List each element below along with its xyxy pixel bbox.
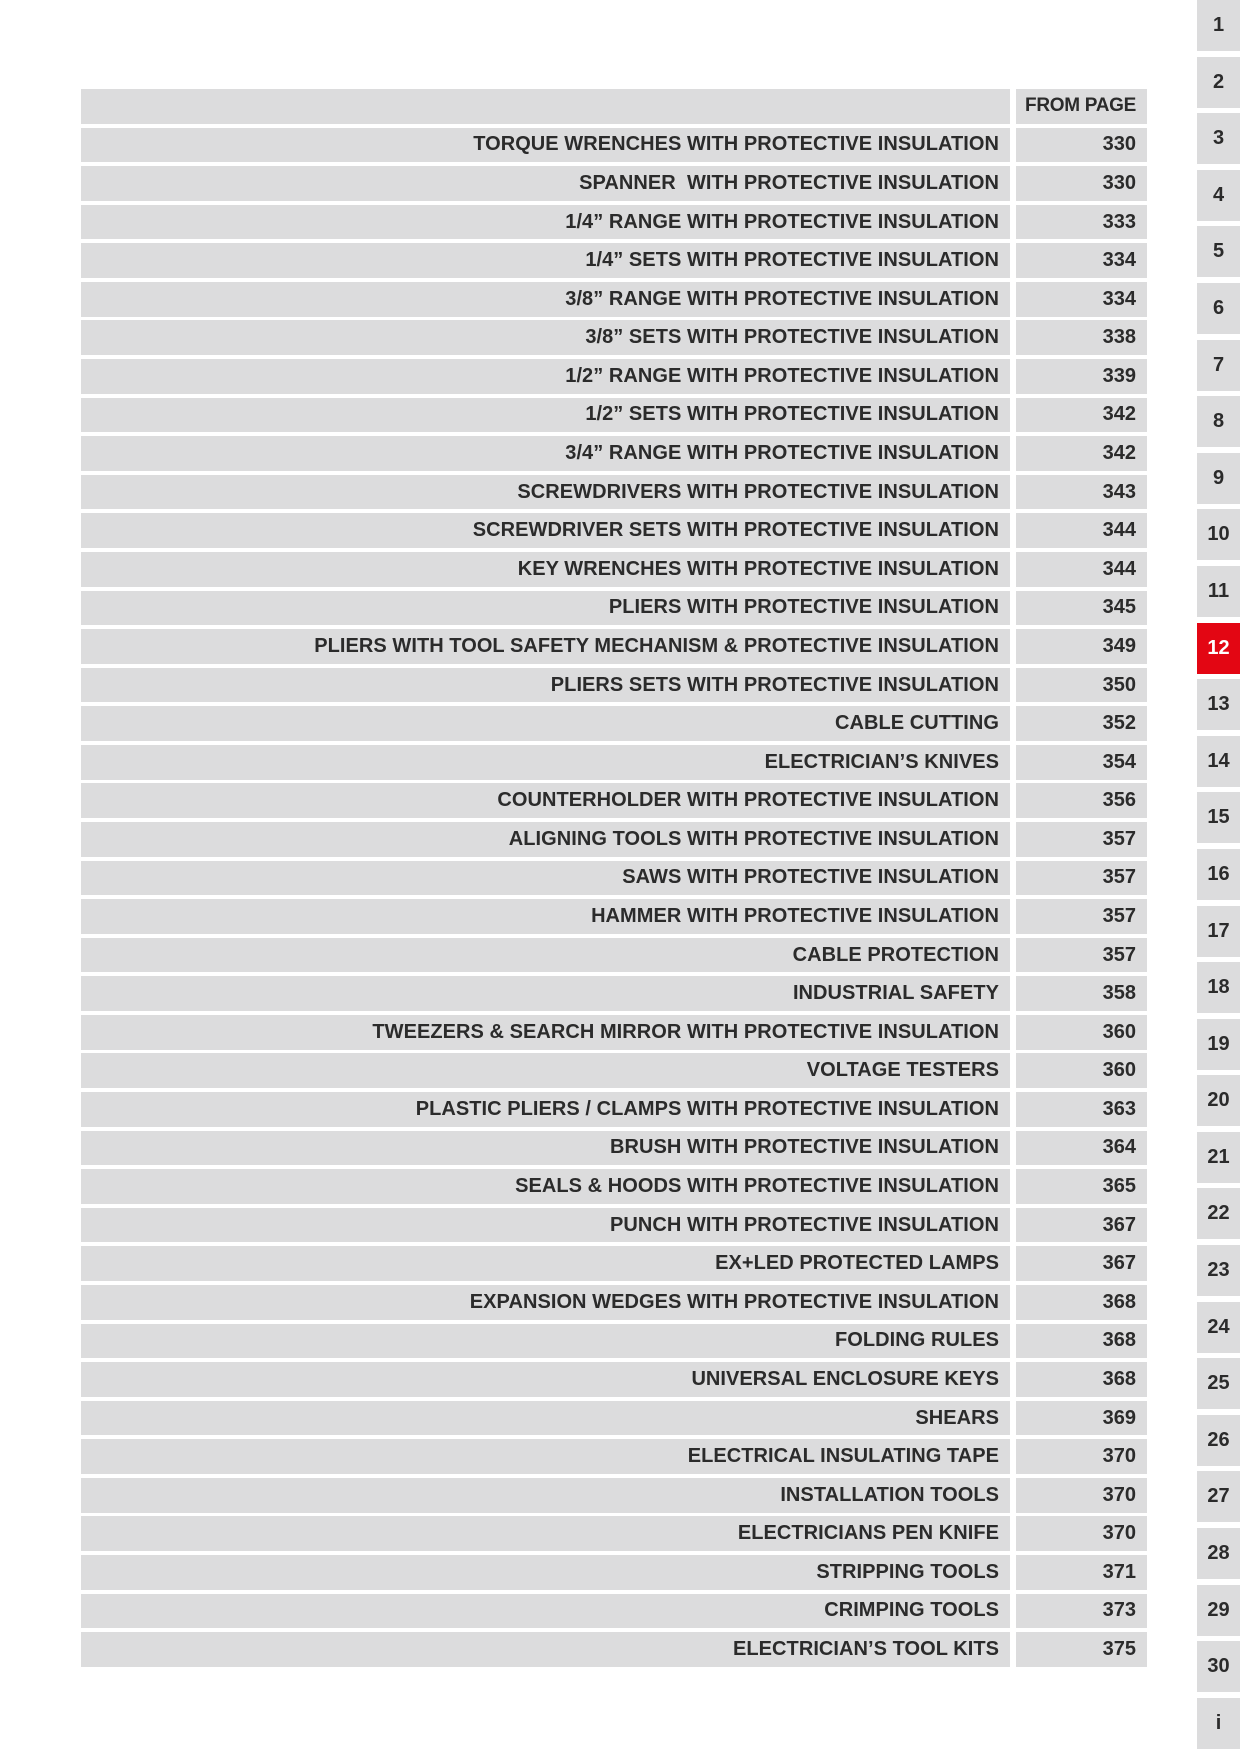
chapter-tab-12[interactable]: 12 — [1197, 623, 1240, 674]
toc-entry-title[interactable]: ELECTRICIANS PEN KNIFE — [81, 1516, 1010, 1551]
toc-entry-page[interactable]: 370 — [1016, 1439, 1147, 1474]
toc-header-row — [81, 89, 1147, 124]
toc-entry-title[interactable]: VOLTAGE TESTERS — [81, 1053, 1010, 1088]
toc-entry-title[interactable]: TORQUE WRENCHES WITH PROTECTIVE INSULATION — [81, 128, 1010, 163]
toc-row[interactable] — [81, 282, 1147, 317]
toc-row[interactable] — [81, 1594, 1147, 1629]
chapter-tab-i[interactable]: i — [1197, 1698, 1240, 1749]
toc-entry-title[interactable]: CABLE PROTECTION — [81, 938, 1010, 973]
toc-entry-page[interactable]: 357 — [1016, 822, 1147, 857]
from-page-header: FROM PAGE — [1016, 89, 1147, 124]
toc-row[interactable] — [81, 1324, 1147, 1359]
toc-entry-page[interactable]: 333 — [1016, 205, 1147, 240]
chapter-tab-11[interactable]: 11 — [1197, 566, 1240, 617]
toc-entry-page[interactable]: 343 — [1016, 475, 1147, 510]
toc-entry-page[interactable]: 360 — [1016, 1015, 1147, 1050]
toc-entry-title[interactable]: COUNTERHOLDER WITH PROTECTIVE INSULATION — [81, 783, 1010, 818]
toc-row[interactable] — [81, 938, 1147, 973]
toc-entry-page[interactable]: 357 — [1016, 861, 1147, 896]
toc-row[interactable] — [81, 1362, 1147, 1397]
chapter-tab-1[interactable]: 1 — [1197, 0, 1240, 51]
toc-entry-title[interactable]: EX+LED PROTECTED LAMPS — [81, 1246, 1010, 1281]
toc-row[interactable] — [81, 1092, 1147, 1127]
chapter-tab-14[interactable]: 14 — [1197, 736, 1240, 787]
chapter-tab-17[interactable]: 17 — [1197, 906, 1240, 957]
toc-row[interactable] — [81, 783, 1147, 818]
toc-entry-title[interactable]: SCREWDRIVERS WITH PROTECTIVE INSULATION — [81, 475, 1010, 510]
toc-row[interactable] — [81, 1285, 1147, 1320]
toc-entry-page[interactable]: 370 — [1016, 1478, 1147, 1513]
chapter-tab-2[interactable]: 2 — [1197, 57, 1240, 108]
toc-entry-page[interactable]: 344 — [1016, 552, 1147, 587]
toc-row[interactable] — [81, 359, 1147, 394]
toc-entry-title[interactable]: SCREWDRIVER SETS WITH PROTECTIVE INSULATION — [81, 513, 1010, 548]
chapter-tab-30[interactable]: 30 — [1197, 1641, 1240, 1692]
chapter-tab-9[interactable]: 9 — [1197, 453, 1240, 504]
toc-entry-title[interactable]: PLASTIC PLIERS / CLAMPS WITH PROTECTIVE INSULATION — [81, 1092, 1010, 1127]
chapter-tab-22[interactable]: 22 — [1197, 1188, 1240, 1239]
toc-entry-page[interactable]: 358 — [1016, 976, 1147, 1011]
toc-entry-page[interactable]: 342 — [1016, 398, 1147, 433]
toc-row[interactable] — [81, 320, 1147, 355]
toc-row[interactable] — [81, 205, 1147, 240]
toc-entry-title[interactable]: 1/2” SETS WITH PROTECTIVE INSULATION — [81, 398, 1010, 433]
toc-entry-title[interactable]: SEALS & HOODS WITH PROTECTIVE INSULATION — [81, 1169, 1010, 1204]
chapter-tab-24[interactable]: 24 — [1197, 1302, 1240, 1353]
toc-entry-page[interactable]: 330 — [1016, 128, 1147, 163]
toc-entry-title[interactable]: ELECTRICIAN’S TOOL KITS — [81, 1632, 1010, 1667]
toc-entry-title[interactable]: ELECTRICIAN’S KNIVES — [81, 745, 1010, 780]
toc-entry-page[interactable]: 357 — [1016, 938, 1147, 973]
toc-entry-page[interactable]: 334 — [1016, 282, 1147, 317]
toc-entry-page[interactable]: 350 — [1016, 668, 1147, 703]
toc-entry-title[interactable]: TWEEZERS & SEARCH MIRROR WITH PROTECTIVE INSULATION — [81, 1015, 1010, 1050]
toc-entry-title[interactable]: PLIERS SETS WITH PROTECTIVE INSULATION — [81, 668, 1010, 703]
toc-entry-title[interactable]: 3/8” RANGE WITH PROTECTIVE INSULATION — [81, 282, 1010, 317]
toc-entry-title[interactable]: 3/4” RANGE WITH PROTECTIVE INSULATION — [81, 436, 1010, 471]
chapter-tab-19[interactable]: 19 — [1197, 1019, 1240, 1070]
toc-row[interactable] — [81, 668, 1147, 703]
toc-row[interactable] — [81, 436, 1147, 471]
toc-entry-title[interactable]: BRUSH WITH PROTECTIVE INSULATION — [81, 1131, 1010, 1166]
chapter-tab-4[interactable]: 4 — [1197, 170, 1240, 221]
toc-entry-title[interactable]: ALIGNING TOOLS WITH PROTECTIVE INSULATION — [81, 822, 1010, 857]
chapter-tab-5[interactable]: 5 — [1197, 226, 1240, 277]
toc-entry-title[interactable]: INDUSTRIAL SAFETY — [81, 976, 1010, 1011]
toc-entry-page[interactable]: 369 — [1016, 1401, 1147, 1436]
toc-entry-title[interactable]: 1/4” RANGE WITH PROTECTIVE INSULATION — [81, 205, 1010, 240]
toc-entry-page[interactable]: 357 — [1016, 899, 1147, 934]
toc-entry-page[interactable]: 349 — [1016, 629, 1147, 664]
toc-row[interactable] — [81, 1208, 1147, 1243]
toc-entry-title[interactable]: FOLDING RULES — [81, 1324, 1010, 1359]
toc-entry-title[interactable]: CABLE CUTTING — [81, 706, 1010, 741]
toc-row[interactable] — [81, 745, 1147, 780]
chapter-tab-21[interactable]: 21 — [1197, 1132, 1240, 1183]
chapter-tab-15[interactable]: 15 — [1197, 792, 1240, 843]
toc-row[interactable] — [81, 822, 1147, 857]
toc-row[interactable] — [81, 1015, 1147, 1050]
chapter-tab-20[interactable]: 20 — [1197, 1075, 1240, 1126]
toc-row[interactable] — [81, 1516, 1147, 1551]
toc-entry-page[interactable]: 363 — [1016, 1092, 1147, 1127]
toc-row[interactable] — [81, 591, 1147, 626]
toc-entry-page[interactable]: 373 — [1016, 1594, 1147, 1629]
toc-entry-page[interactable]: 364 — [1016, 1131, 1147, 1166]
toc-entry-page[interactable]: 334 — [1016, 243, 1147, 278]
toc-entry-title[interactable]: HAMMER WITH PROTECTIVE INSULATION — [81, 899, 1010, 934]
chapter-tab-3[interactable]: 3 — [1197, 113, 1240, 164]
toc-entry-page[interactable]: 352 — [1016, 706, 1147, 741]
toc-entry-page[interactable]: 356 — [1016, 783, 1147, 818]
toc-entry-page[interactable]: 368 — [1016, 1362, 1147, 1397]
toc-entry-page[interactable]: 367 — [1016, 1208, 1147, 1243]
toc-entry-page[interactable]: 365 — [1016, 1169, 1147, 1204]
chapter-tab-26[interactable]: 26 — [1197, 1415, 1240, 1466]
chapter-tab-6[interactable]: 6 — [1197, 283, 1240, 334]
toc-entry-page[interactable]: 370 — [1016, 1516, 1147, 1551]
toc-entry-title[interactable]: SAWS WITH PROTECTIVE INSULATION — [81, 861, 1010, 896]
toc-row[interactable] — [81, 1401, 1147, 1436]
toc-entry-page[interactable]: 367 — [1016, 1246, 1147, 1281]
toc-entry-page[interactable]: 338 — [1016, 320, 1147, 355]
toc-entry-title[interactable]: UNIVERSAL ENCLOSURE KEYS — [81, 1362, 1010, 1397]
toc-entry-page[interactable]: 342 — [1016, 436, 1147, 471]
toc-entry-title[interactable]: SPANNER WITH PROTECTIVE INSULATION — [81, 166, 1010, 201]
toc-entry-page[interactable]: 368 — [1016, 1285, 1147, 1320]
chapter-tab-23[interactable]: 23 — [1197, 1245, 1240, 1296]
toc-entry-page[interactable]: 330 — [1016, 166, 1147, 201]
toc-entry-title[interactable]: STRIPPING TOOLS — [81, 1555, 1010, 1590]
chapter-tab-7[interactable]: 7 — [1197, 340, 1240, 391]
chapter-tab-28[interactable]: 28 — [1197, 1528, 1240, 1579]
toc-entry-title[interactable]: 1/4” SETS WITH PROTECTIVE INSULATION — [81, 243, 1010, 278]
chapter-tab-8[interactable]: 8 — [1197, 396, 1240, 447]
toc-row[interactable] — [81, 1053, 1147, 1088]
toc-entry-title[interactable]: 1/2” RANGE WITH PROTECTIVE INSULATION — [81, 359, 1010, 394]
toc-entry-title[interactable]: CRIMPING TOOLS — [81, 1594, 1010, 1629]
chapter-tab-13[interactable]: 13 — [1197, 679, 1240, 730]
chapter-tab-10[interactable]: 10 — [1197, 509, 1240, 560]
toc-entry-page[interactable]: 354 — [1016, 745, 1147, 780]
toc-row[interactable] — [81, 1246, 1147, 1281]
toc-entry-title[interactable]: PLIERS WITH TOOL SAFETY MECHANISM & PROTECTIVE INSULATION — [81, 629, 1010, 664]
toc-entry-title[interactable]: PUNCH WITH PROTECTIVE INSULATION — [81, 1208, 1010, 1243]
toc-entry-page[interactable]: 375 — [1016, 1632, 1147, 1667]
toc-header-title — [81, 89, 1010, 124]
toc-row[interactable] — [81, 1169, 1147, 1204]
toc-row[interactable] — [81, 1439, 1147, 1474]
toc-entry-page[interactable]: 371 — [1016, 1555, 1147, 1590]
toc-row[interactable] — [81, 243, 1147, 278]
toc-entry-title[interactable]: EXPANSION WEDGES WITH PROTECTIVE INSULATION — [81, 1285, 1010, 1320]
toc-entry-title[interactable]: KEY WRENCHES WITH PROTECTIVE INSULATION — [81, 552, 1010, 587]
chapter-tabs — [1197, 0, 1240, 1754]
toc-row[interactable] — [81, 398, 1147, 433]
chapter-tab-27[interactable]: 27 — [1197, 1471, 1240, 1522]
toc-row[interactable] — [81, 1478, 1147, 1513]
toc-row[interactable] — [81, 899, 1147, 934]
toc-row[interactable] — [81, 1131, 1147, 1166]
toc-row[interactable] — [81, 706, 1147, 741]
toc-entry-title[interactable]: 3/8” SETS WITH PROTECTIVE INSULATION — [81, 320, 1010, 355]
toc-row[interactable] — [81, 1632, 1147, 1667]
chapter-tab-18[interactable]: 18 — [1197, 962, 1240, 1013]
toc-row[interactable] — [81, 552, 1147, 587]
toc-row[interactable] — [81, 861, 1147, 896]
toc-row[interactable] — [81, 1555, 1147, 1590]
toc-entry-title[interactable]: INSTALLATION TOOLS — [81, 1478, 1010, 1513]
toc-row[interactable] — [81, 513, 1147, 548]
toc-entry-page[interactable]: 360 — [1016, 1053, 1147, 1088]
toc-entry-title[interactable]: SHEARS — [81, 1401, 1010, 1436]
toc-row[interactable] — [81, 629, 1147, 664]
chapter-tab-16[interactable]: 16 — [1197, 849, 1240, 900]
toc-entry-page[interactable]: 344 — [1016, 513, 1147, 548]
toc-row[interactable] — [81, 128, 1147, 163]
table-of-contents — [81, 89, 1147, 1671]
toc-entry-page[interactable]: 339 — [1016, 359, 1147, 394]
chapter-tab-29[interactable]: 29 — [1197, 1585, 1240, 1636]
toc-row[interactable] — [81, 166, 1147, 201]
toc-entry-title[interactable]: PLIERS WITH PROTECTIVE INSULATION — [81, 591, 1010, 626]
toc-row[interactable] — [81, 976, 1147, 1011]
toc-entry-page[interactable]: 345 — [1016, 591, 1147, 626]
toc-row[interactable] — [81, 475, 1147, 510]
chapter-tab-25[interactable]: 25 — [1197, 1358, 1240, 1409]
toc-entry-title[interactable]: ELECTRICAL INSULATING TAPE — [81, 1439, 1010, 1474]
toc-entry-page[interactable]: 368 — [1016, 1324, 1147, 1359]
